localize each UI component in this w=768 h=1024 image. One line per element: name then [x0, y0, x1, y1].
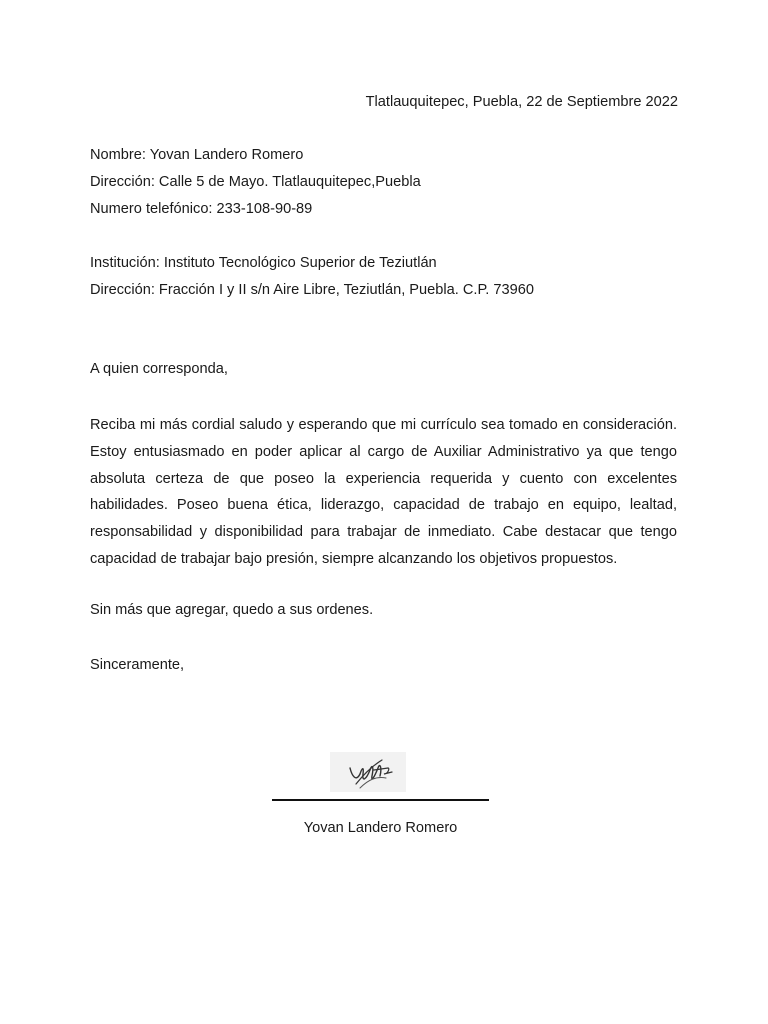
handwritten-signature-icon [330, 752, 406, 792]
salutation: A quien corresponda, [90, 361, 228, 377]
signature-line [272, 799, 489, 801]
signature-image [330, 752, 406, 792]
sender-address: Dirección: Calle 5 de Mayo. Tlatlauquitepec,Puebla [90, 174, 421, 190]
sender-phone: Numero telefónico: 233-108-90-89 [90, 201, 313, 217]
recipient-institution: Institución: Instituto Tecnológico Superior de Teziutlán [90, 255, 437, 271]
closing-note: Sin más que agregar, quedo a sus ordenes. [90, 602, 374, 618]
recipient-address: Dirección: Fracción I y II s/n Aire Libre, Teziutlán, Puebla. C.P. 73960 [90, 282, 534, 298]
letter-body: Reciba mi más cordial saludo y esperando que mi currículo sea tomado en consideración. Estoy entusiasmado en poder aplicar al cargo de Auxiliar Administrativo ya que tengo absoluta certeza de que poseo la experiencia requerida y cuento con excelentes habilidades. Poseo buena ética, liderazgo, capacidad de trabajo en equipo, lealtad, responsabilidad y disponibilidad para trabajar de inmediato. Cabe destacar que tengo capacidad de trabajar bajo presión, siempre alcanzando los objetivos propuestos. [90, 417, 677, 567]
sender-name: Nombre: Yovan Landero Romero [90, 147, 304, 163]
signer-name: Yovan Landero Romero [303, 820, 458, 836]
closing: Sinceramente, [90, 657, 185, 673]
date-line: Tlatlauquitepec, Puebla, 22 de Septiembre 2022 [365, 94, 678, 110]
